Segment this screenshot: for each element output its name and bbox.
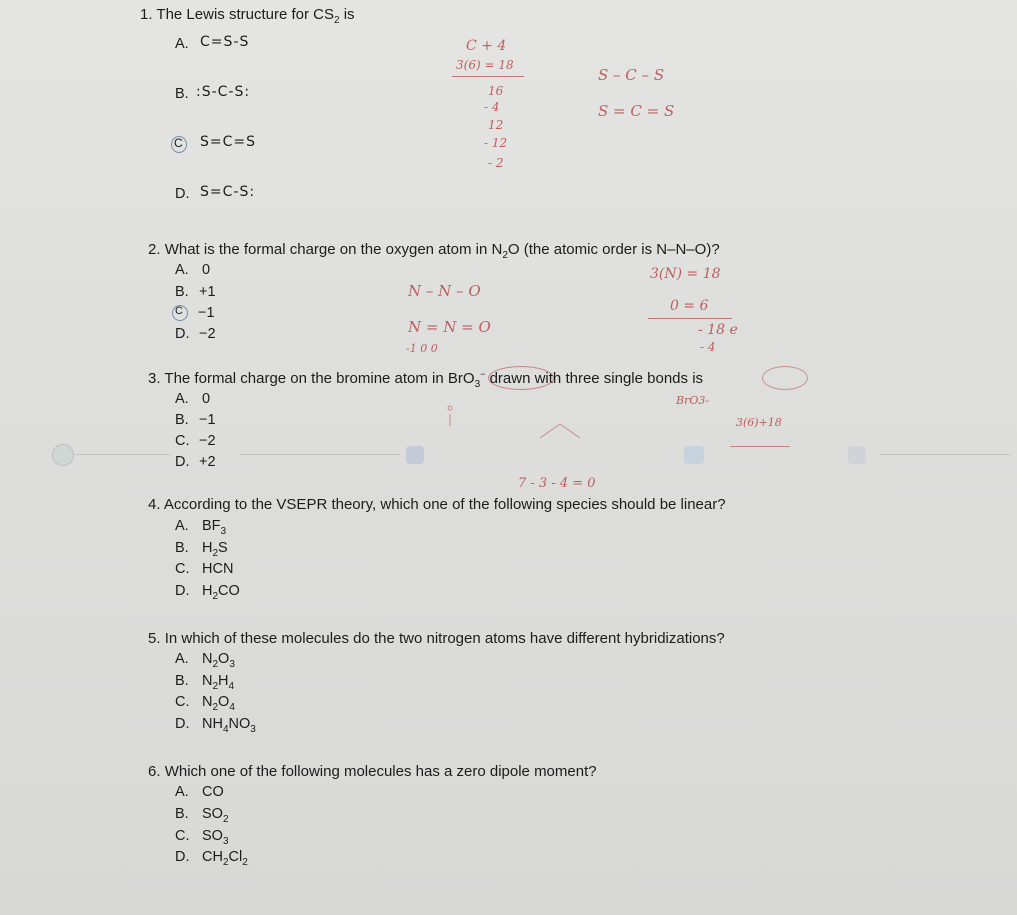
q4-option-d-letter: D. — [175, 583, 190, 599]
q2-option-c-text: −1 — [198, 305, 215, 321]
q6-option-a-letter: A. — [175, 784, 189, 800]
q2-option-d-letter: D. — [175, 326, 190, 342]
q1-work-1: C + 4 — [466, 38, 507, 54]
q5-option-b-text: $N_2H_4$ — [202, 673, 235, 692]
q1-tail: is — [339, 6, 355, 23]
q2-option-b-text: +1 — [199, 284, 216, 300]
q3-text: The formal charge on the bromine atom in BrO — [164, 370, 475, 387]
q4-option-c-letter: C. — [175, 561, 190, 577]
q6-text: Which one of the following molecules has a zero dipole moment? — [164, 763, 597, 780]
q5-option-a-text: $N_2O_3$ — [202, 651, 235, 670]
q2-work-2: N = N = O — [408, 318, 491, 336]
q6-option-d-text: $CH_2Cl_2$ — [202, 849, 248, 868]
q4-option-a-text: $BF_3$ — [202, 518, 227, 537]
q2-sub: 2 — [502, 250, 508, 261]
q2-work-7: - 4 — [700, 340, 716, 354]
q6-option-a-text: CO — [202, 784, 224, 800]
q3-option-d-letter: D. — [175, 454, 190, 470]
q1-work-3: 16 — [488, 84, 504, 98]
q4-option-b-text: $H_2S$ — [202, 540, 228, 559]
q4-stem — [148, 496, 726, 513]
q4-text: According to the VSEPR theory, which one of the following species should be linear? — [163, 496, 726, 513]
q5-option-a-letter: A. — [175, 651, 189, 667]
q2-option-c-letter: C — [175, 305, 183, 317]
q2-stem — [148, 241, 720, 261]
q4-number: 4. — [148, 496, 161, 513]
q1-work-4: - 4 — [484, 100, 500, 114]
q1-option-c-structure: S=C=S — [200, 134, 257, 150]
q4-option-b-letter: B. — [175, 540, 189, 556]
q3-option-b-text: −1 — [199, 412, 216, 428]
q4-option-a-letter: A. — [175, 518, 189, 534]
q4-option-d-text: $H_2CO$ — [202, 583, 240, 602]
q6-option-c-text: $SO_3$ — [202, 828, 229, 847]
q1-option-c-letter: C — [174, 136, 183, 150]
q2-text: What is the formal charge on the oxygen atom in N — [164, 241, 503, 258]
showthrough-line-2 — [240, 454, 400, 455]
q3-option-a-letter: A. — [175, 391, 189, 407]
showthrough-twitter-icon — [684, 446, 704, 464]
q3-number: 3. — [148, 370, 161, 387]
q5-option-d-text: $NH_4NO_3$ — [202, 716, 256, 735]
showthrough-facebook-icon — [406, 446, 424, 464]
showthrough-line — [60, 454, 170, 455]
q1-option-a-letter: A. — [175, 36, 189, 52]
q2-work-1: N – N – O — [408, 282, 481, 300]
q5-option-d-letter: D. — [175, 716, 190, 732]
q3-three-circle — [762, 366, 808, 390]
q1-number: 1. — [140, 6, 153, 23]
q2-option-a-text: 0 — [202, 262, 211, 278]
q3-work-1: BrO3- — [676, 394, 710, 407]
q6-option-b-text: $SO_2$ — [202, 806, 229, 825]
q6-stem — [148, 763, 597, 780]
q3-lewis-sketch — [440, 396, 580, 456]
q5-number: 5. — [148, 630, 161, 647]
q3-sub: 3 — [474, 379, 481, 390]
q1-sub: 2 — [333, 15, 340, 26]
q1-stem — [140, 6, 355, 26]
q3-option-c-text: −2 — [199, 433, 216, 449]
q3-work-3: 7 - 3 - 4 = 0 — [518, 476, 596, 491]
q3-tail: drawn with three single bonds is — [485, 370, 704, 387]
q2-option-b-letter: B. — [175, 284, 189, 300]
q1-work-5: 12 — [488, 118, 504, 132]
q1-text: The Lewis structure for CS — [156, 6, 334, 23]
q5-text: In which of these molecules do the two nitrogen atoms have different hybridizations? — [164, 630, 725, 647]
q1-work-2: 3(6) = 18 — [456, 58, 514, 72]
q3-sup: − — [480, 369, 486, 379]
showthrough-share-icon — [848, 446, 866, 464]
q5-stem — [148, 630, 725, 647]
q1-work-9: S = C = S — [598, 102, 675, 120]
q6-option-b-letter: B. — [175, 806, 189, 822]
q2-work-6: - 18 e — [698, 322, 738, 338]
q2-option-d-text: −2 — [199, 326, 216, 342]
q3-work-rule — [730, 446, 790, 447]
q2-work-3: -1 0 0 — [406, 342, 438, 355]
q3-option-d-text: +2 — [199, 454, 216, 470]
q4-option-c-text: HCN — [202, 561, 234, 577]
q2-tail: O (the atomic order is N–N–O)? — [507, 241, 720, 258]
q1-work-7: - 2 — [488, 156, 504, 170]
q5-option-c-letter: C. — [175, 694, 190, 710]
q1-option-b-letter: B. — [175, 86, 189, 102]
q5-option-c-text: $N_2O_4$ — [202, 694, 235, 713]
q1-option-a-structure: C=S-S — [200, 34, 250, 50]
q2-work-rule — [648, 318, 732, 319]
q6-option-c-letter: C. — [175, 828, 190, 844]
q6-option-d-letter: D. — [175, 849, 190, 865]
q3-option-c-letter: C. — [175, 433, 190, 449]
q2-number: 2. — [148, 241, 161, 258]
q1-option-d-letter: D. — [175, 186, 190, 202]
q3-work-2: 3(6)+18 — [736, 416, 782, 429]
q5-option-b-letter: B. — [175, 673, 189, 689]
q6-number: 6. — [148, 763, 161, 780]
q1-work-8: S – C – S — [598, 66, 665, 84]
q1-work-rule — [452, 76, 524, 77]
q2-work-5: 0 = 6 — [670, 298, 709, 314]
q1-work-6: - 12 — [484, 136, 508, 150]
q3-option-b-letter: B. — [175, 412, 189, 428]
q3-formula-circle — [488, 366, 554, 390]
showthrough-line-3 — [880, 454, 1010, 455]
q1-option-b-structure: :S-C-S: — [196, 84, 251, 100]
showthrough-clock-icon — [52, 444, 74, 466]
q3-option-a-text: 0 — [202, 391, 211, 407]
q2-option-a-letter: A. — [175, 262, 189, 278]
q3-stem — [148, 369, 703, 390]
q2-work-4: 3(N) = 18 — [650, 266, 721, 282]
q1-option-d-structure: S=C-S: — [200, 184, 256, 200]
